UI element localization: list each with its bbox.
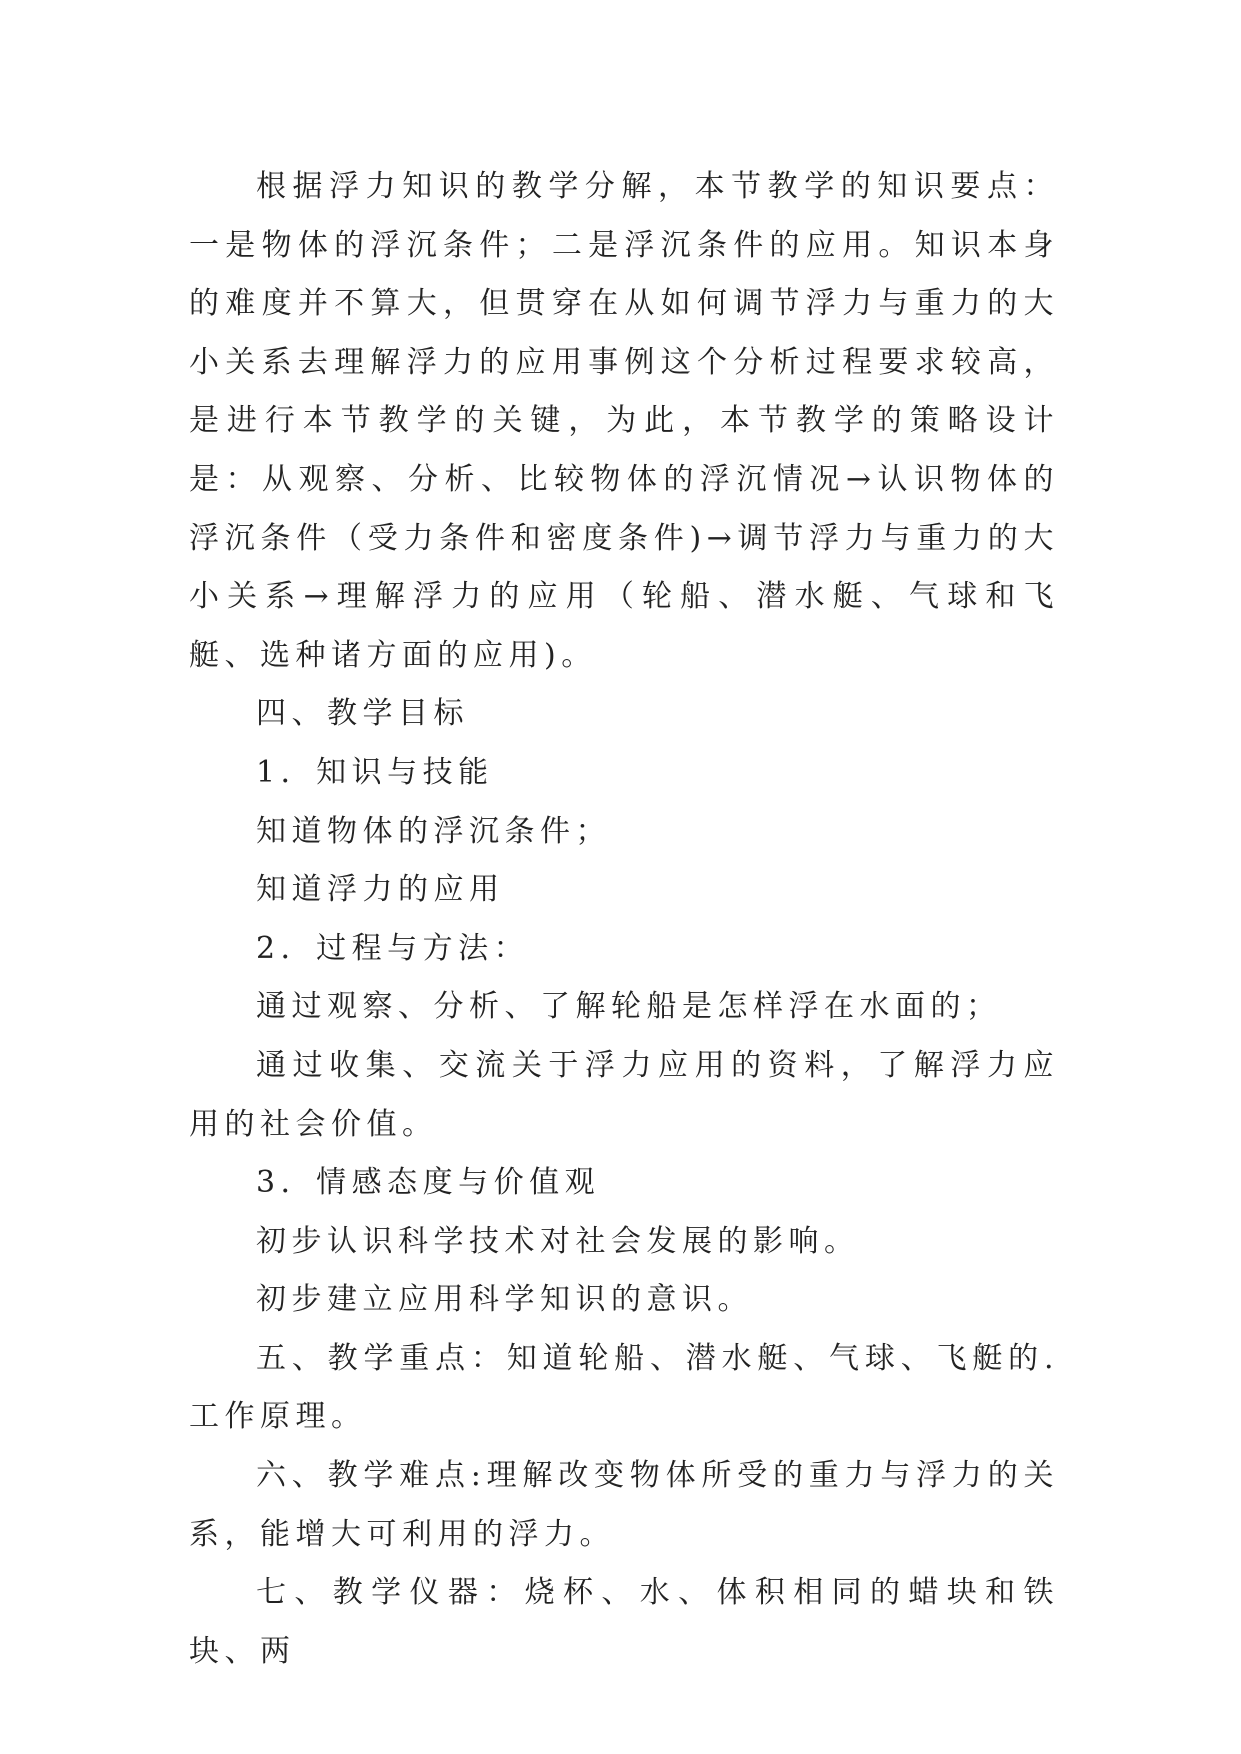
objective-item: 通过观察、分析、了解轮船是怎样浮在水面的； xyxy=(256,989,1002,1025)
objective-item: 知道浮力的应用 xyxy=(256,872,505,908)
paragraph-knowledge-points: 根据浮力知识的教学分解，本节教学的知识要点：一是物体的浮沉条件；二是浮沉条件的应用。知识本身的难度并不算大，但贯穿在从如何调节浮力与重力的大小关系去理解浮力的应用事例这个分析过程要求较高，是进行本节教学的关键，为此，本节教学的策略设计是：从观察、分析、比较物体的浮沉情况→认识物体的浮沉条件（受力条件和密度条件)→调节浮力与重力的大小关系→理解浮力的应用（轮船、潜水艇、气球和飞艇、选种诸方面的应用)。 xyxy=(189,169,1059,673)
subheading-emotion-values: 3．情感态度与价值观 xyxy=(256,1165,601,1201)
objective-item: 初步认识科学技术对社会发展的影响。 xyxy=(256,1223,860,1259)
objective-item: 通过收集、交流关于浮力应用的资料，了解浮力应用的社会价值。 xyxy=(189,1047,1059,1142)
heading-teaching-instruments: 七、教学仪器：烧杯、水、体积相同的蜡块和铁块、两 xyxy=(189,1575,1059,1669)
subheading-process-methods: 2．过程与方法： xyxy=(256,930,530,966)
objective-item: 初步建立应用科学知识的意识。 xyxy=(256,1282,753,1318)
heading-teaching-objectives: 四、教学目标 xyxy=(256,696,469,732)
document-body xyxy=(189,158,1059,1681)
heading-teaching-focus: 五、教学重点：知道轮船、潜水艇、气球、飞艇的.工作原理。 xyxy=(189,1340,1059,1435)
heading-teaching-difficulty: 六、教学难点:理解改变物体所受的重力与浮力的关系，能增大可利用的浮力。 xyxy=(189,1458,1059,1552)
subheading-knowledge-skills: 1．知识与技能 xyxy=(256,754,494,790)
objective-item: 知道物体的浮沉条件； xyxy=(256,813,611,849)
